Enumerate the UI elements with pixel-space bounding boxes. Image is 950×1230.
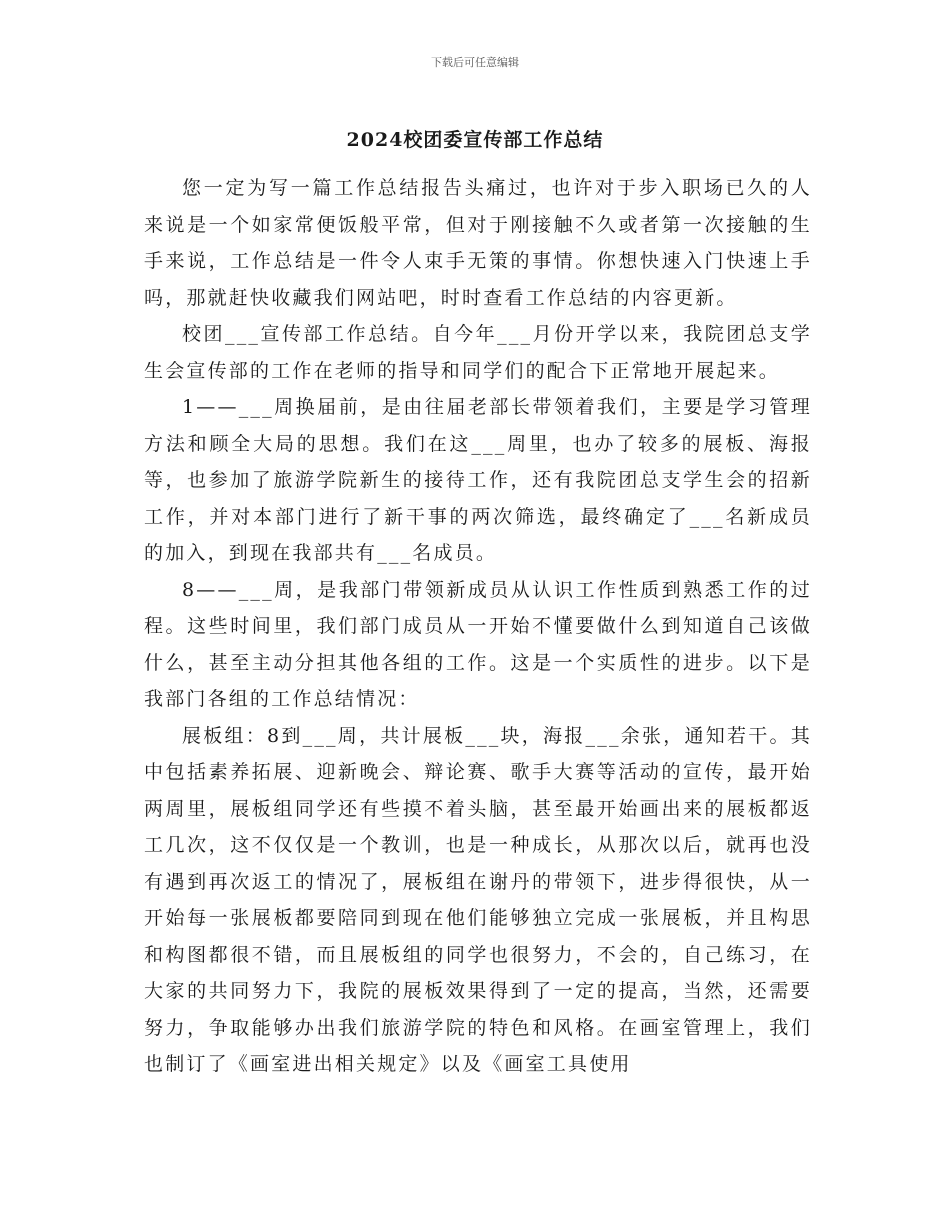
header-note: 下载后可任意编辑 [431,56,519,69]
document-title: 2024校团委宣传部工作总结 [346,129,604,151]
paragraph-weeks-1: 1——___周换届前，是由往届老部长带领着我们，主要是学习管理方法和顾全大局的思想。我们在这___周里，也办了较多的展板、海报等，也参加了旅游学院新生的接待工作，还有我院团总支学生会的招新工作，并对本部门进行了新干事的两次筛选，最终确定了___名新成员的加入，到现在我部共有___名成员。 [144,396,812,564]
document-body [144,170,812,1083]
paragraph-intro: 您一定为写一篇工作总结报告头痛过，也许对于步入职场已久的人来说是一个如家常便饭般平常，但对于刚接触不久或者第一次接触的生手来说，工作总结是一件令人束手无策的事情。你想快速入门快速上手吗，那就赶快收藏我们网站吧，时时查看工作总结的内容更新。 [144,177,812,309]
paragraph-display-board-group: 展板组：8到___周，共计展板___块，海报___余张，通知若干。其中包括素养拓展、迎新晚会、辩论赛、歌手大赛等活动的宣传，最开始两周里，展板组同学还有些摸不着头脑，甚至最开始画出来的展板都返工几次，这不仅仅是一个教训，也是一种成长，从那次以后，就再也没有遇到再次返工的情况了，展板组在谢丹的带领下，进步得很快，从一开始每一张展板都要陪同到现在他们能够独立完成一张展板，并且构思和构图都很不错，而且展板组的同学也很努力，不会的，自己练习，在大家的共同努力下，我院的展板效果得到了一定的提高，当然，还需要努力，争取能够办出我们旅游学院的特色和风格。在画室管理上，我们也制订了《画室进出相关规定》以及《画室工具使用 [144,724,812,1075]
paragraph-overview: 校团___宣传部工作总结。自今年___月份开学以来，我院团总支学生会宣传部的工作在老师的指导和同学们的配合下正常地开展起来。 [144,323,812,382]
paragraph-weeks-8: 8——___周，是我部门带领新成员从认识工作性质到熟悉工作的过程。这些时间里，我们部门成员从一开始不懂要做什么到知道自己该做什么，甚至主动分担其他各组的工作。这是一个实质性的进步。以下是我部门各组的工作总结情况： [144,578,812,710]
